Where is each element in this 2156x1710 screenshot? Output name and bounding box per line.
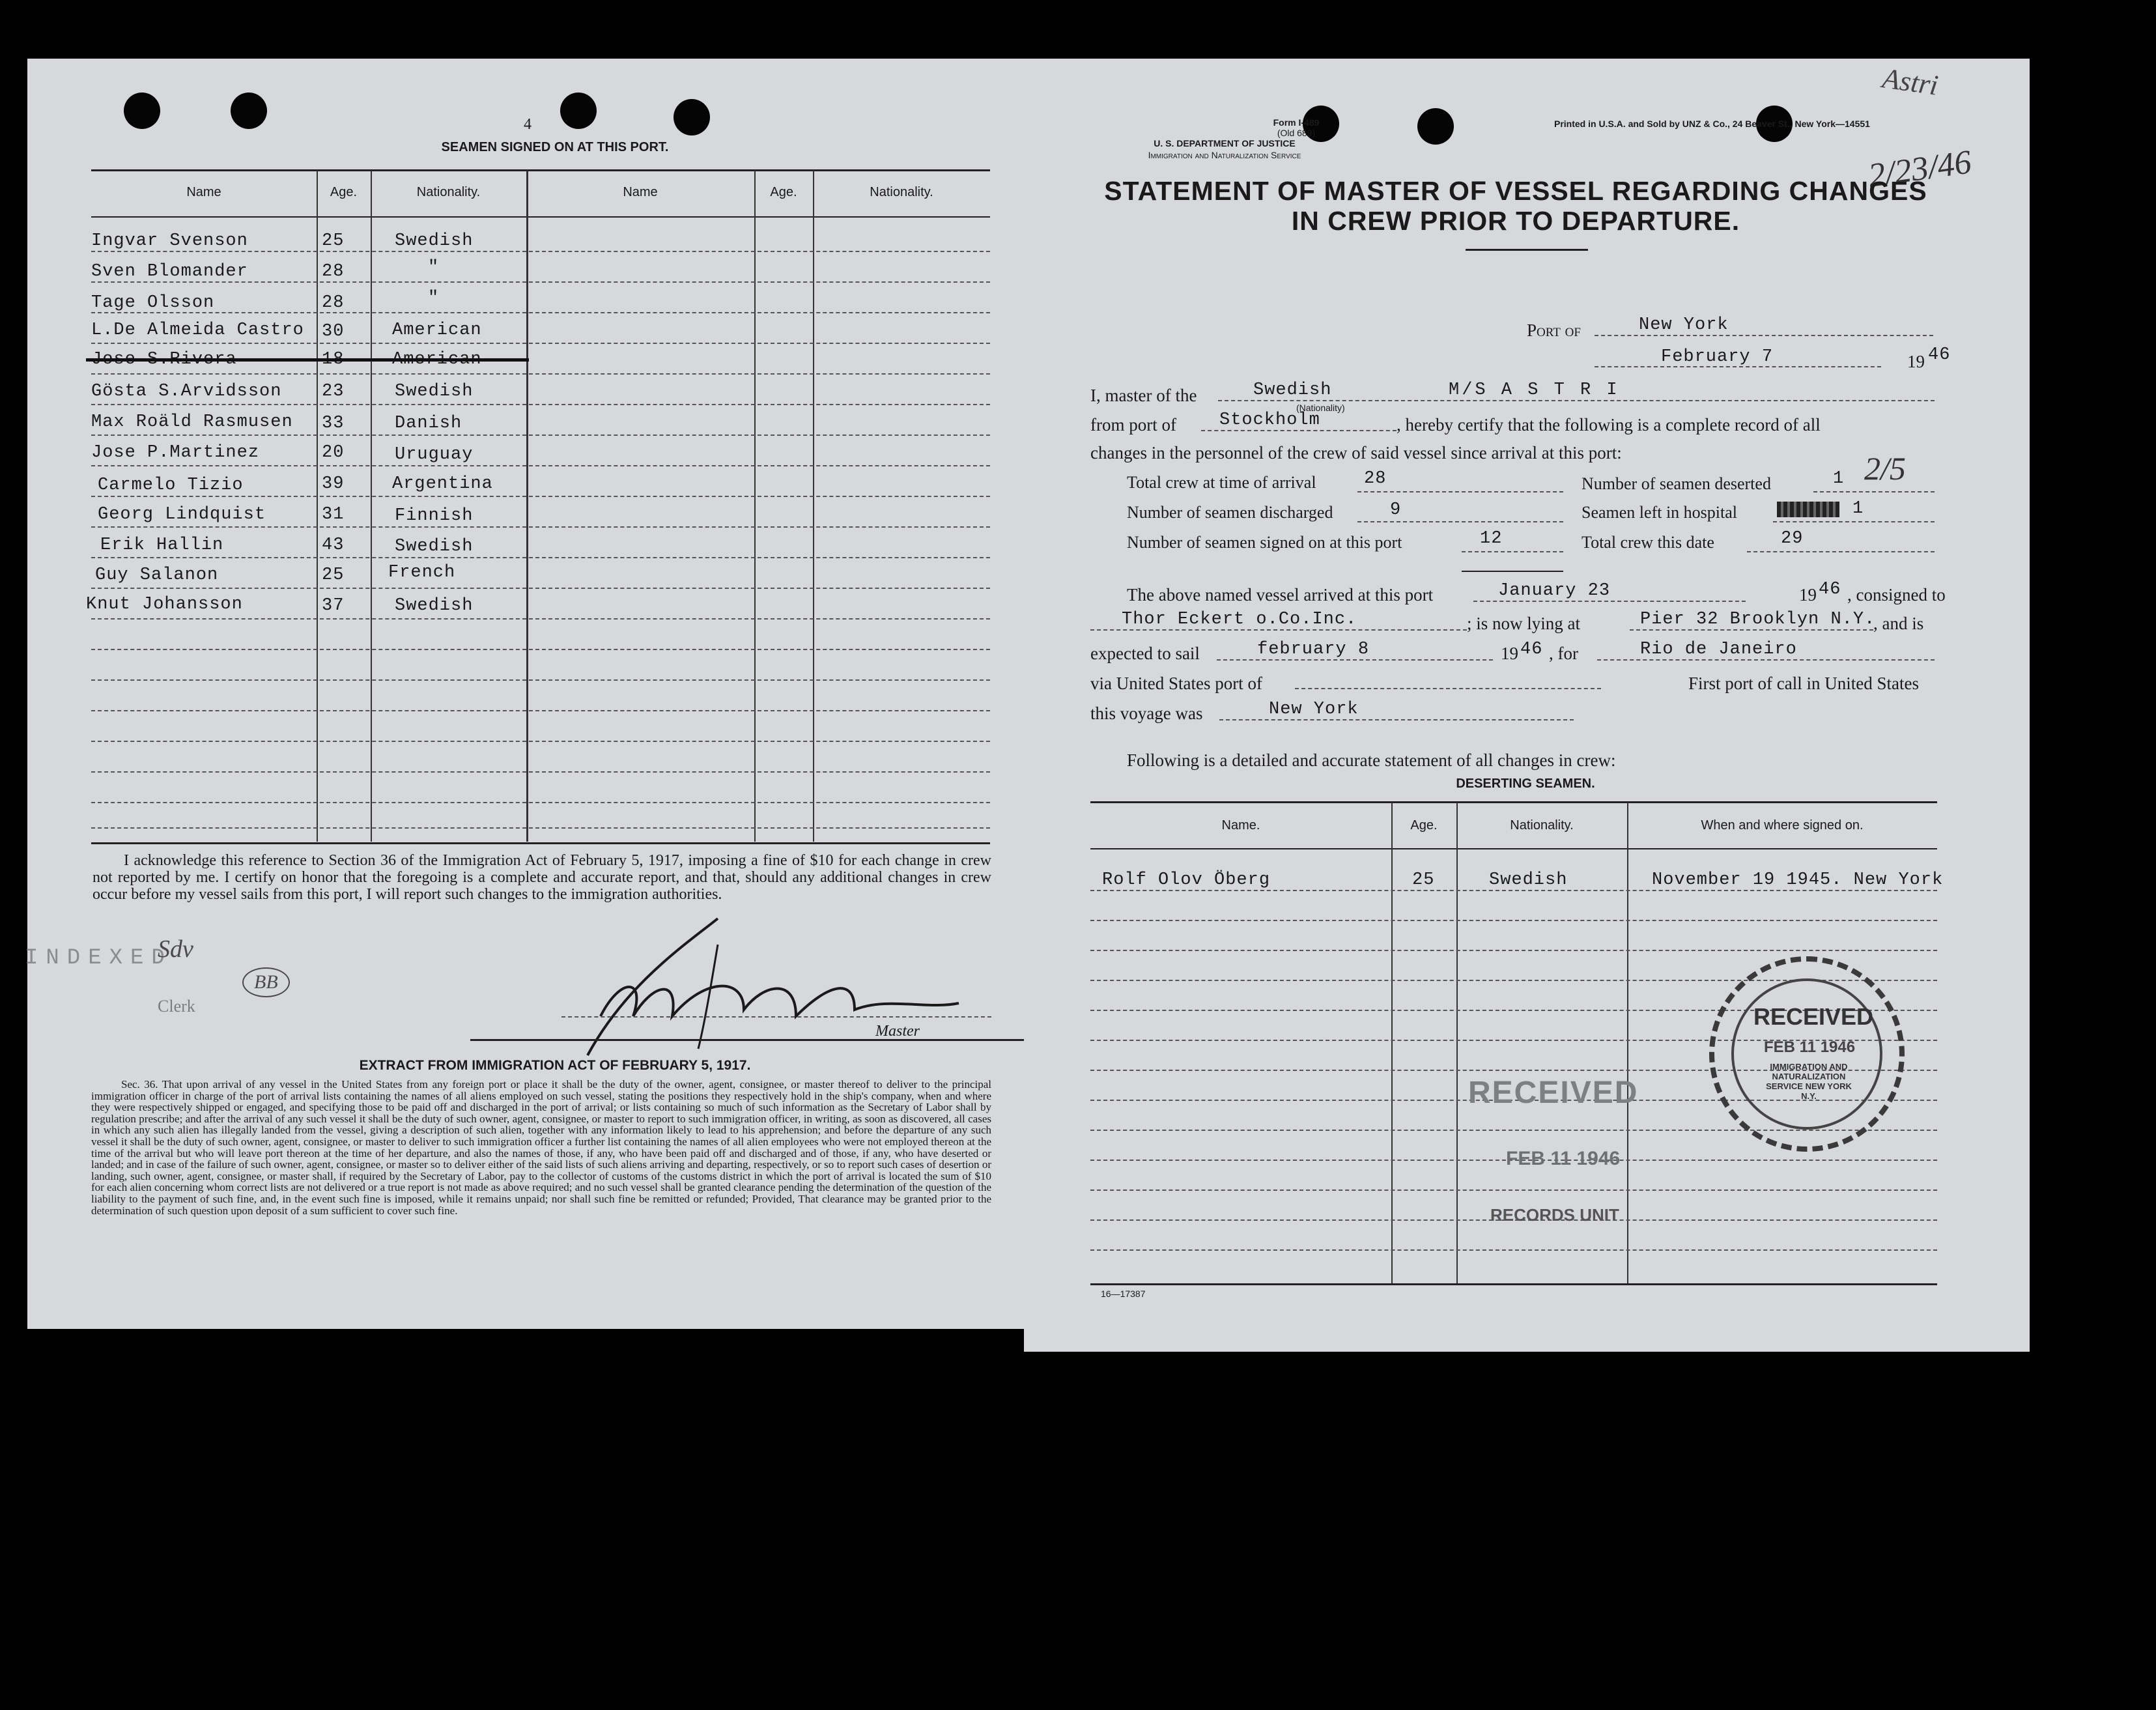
struck-out-text: [1777, 502, 1839, 517]
deserted-label: Number of seamen deserted: [1582, 474, 1771, 493]
column-header: Name: [623, 185, 658, 199]
row-guide: [91, 343, 990, 344]
following-text: Following is a detailed and accurate statement of all changes in crew:: [1127, 750, 1616, 770]
extract-title: EXTRACT FROM IMMIGRATION ACT OF FEBRUARY 5, 1917.: [359, 1058, 751, 1073]
total-date-value: 29: [1781, 529, 1804, 549]
column-divider: [1391, 803, 1393, 1283]
row-guide: [91, 557, 990, 558]
handwritten-date: 2/23/46: [1865, 143, 1974, 195]
seaman-name: Carmelo Tizio: [98, 476, 244, 495]
handwritten-vessel-name: Astri: [1880, 62, 1940, 102]
field-line: [1217, 659, 1493, 661]
table-rule: [91, 169, 990, 171]
seaman-nationality: ": [428, 258, 440, 278]
field-line: [1595, 335, 1933, 336]
year-value: 46: [1928, 345, 1951, 365]
seaman-nationality: Swedish: [395, 537, 474, 556]
page-number: 4: [524, 116, 532, 133]
port-label: Port of: [1527, 321, 1581, 340]
section-title: SEAMEN SIGNED ON AT THIS PORT.: [441, 140, 669, 154]
footer-code: 16—17387: [1101, 1289, 1146, 1299]
arrived-label: The above named vessel arrived at this port: [1127, 585, 1434, 605]
nationality-caption: (Nationality): [1296, 403, 1345, 413]
round-stamp-date: FEB 11 1946: [1764, 1038, 1856, 1056]
seaman-age: 18: [322, 350, 345, 369]
master-of-label: I, master of the: [1090, 386, 1197, 405]
row-guide: [91, 827, 990, 829]
row-guide: [91, 588, 990, 589]
seaman-age: 33: [322, 414, 345, 433]
field-line: [1773, 521, 1935, 522]
seaman-age: 28: [322, 293, 345, 313]
seaman-name: Guy Salanon: [95, 565, 219, 585]
right-page: [1024, 59, 2030, 1352]
table-rule: [1090, 848, 1937, 849]
seaman-name: Gösta S.Arvidsson: [91, 382, 282, 401]
seaman-name: L.De Almeida Castro: [91, 321, 304, 340]
row-guide: [91, 649, 990, 650]
deserter-nationality: Swedish: [1489, 870, 1568, 890]
column-header: Age.: [1410, 818, 1438, 833]
table-rule: [91, 842, 990, 844]
table-rule: [1090, 1283, 1937, 1285]
field-line: [1090, 629, 1467, 631]
discharged-label: Number of seamen discharged: [1127, 503, 1333, 522]
round-stamp-received: RECEIVED: [1753, 1003, 1874, 1030]
seaman-name: Sven Blomander: [91, 262, 248, 281]
deserting-title: DESERTING SEAMEN.: [1456, 777, 1595, 791]
seaman-nationality: ": [428, 289, 440, 308]
row-guide: [91, 802, 990, 803]
field-line: [1747, 551, 1935, 552]
arrived-year-prefix: 19: [1799, 585, 1817, 605]
form-title-line1: STATEMENT OF MASTER OF VESSEL REGARDING CHANGES: [1104, 176, 1927, 206]
deserted-value: 1: [1833, 469, 1845, 489]
seaman-name: Ingvar Svenson: [91, 231, 248, 251]
total-arrival-label: Total crew at time of arrival: [1127, 473, 1316, 492]
expected-year: 46: [1520, 640, 1543, 659]
arrived-year: 46: [1819, 580, 1841, 599]
column-header: Age.: [770, 185, 797, 199]
form-old: (Old 689): [1277, 128, 1316, 138]
title-rule: [1466, 249, 1588, 251]
column-divider: [1627, 803, 1628, 1283]
vessel-name: M/S A S T R I: [1449, 380, 1620, 400]
row-guide: [91, 771, 990, 773]
signed-on-label: Number of seamen signed on at this port: [1127, 533, 1402, 552]
seaman-name: Jose S.Rivera: [91, 350, 237, 369]
punch-hole: [674, 99, 710, 135]
seaman-age: 31: [322, 505, 345, 524]
seaman-nationality: Uruguay: [395, 445, 474, 464]
master-label: Master: [875, 1023, 920, 1040]
seaman-name: Erik Hallin: [100, 535, 224, 555]
row-guide: [91, 496, 990, 497]
expected-label: expected to sail: [1090, 644, 1200, 663]
via-label: via United States port of: [1090, 674, 1262, 693]
lying-label: ; is now lying at: [1467, 614, 1580, 633]
column-header: Age.: [330, 185, 358, 199]
seaman-age: 43: [322, 535, 345, 555]
consignee-value: Thor Eckert o.Co.Inc.: [1122, 610, 1357, 629]
nationality-value: Swedish: [1253, 380, 1332, 400]
field-line: [1462, 551, 1563, 552]
field-line: [1218, 400, 1935, 401]
year-prefix: 19: [1907, 352, 1925, 371]
row-guide: [1090, 1190, 1937, 1191]
field-line: [1295, 688, 1601, 689]
department: U. S. DEPARTMENT OF JUSTICE: [1154, 138, 1296, 149]
seaman-age: 23: [322, 382, 345, 401]
seaman-nationality: Swedish: [395, 382, 474, 401]
seaman-age: 39: [322, 474, 345, 494]
records-stamp: RECORDS UNIT: [1490, 1205, 1619, 1225]
form-number: Form I-489: [1273, 117, 1320, 128]
row-guide: [1090, 920, 1937, 921]
signature-line: [561, 1016, 991, 1018]
seaman-nationality: Argentina: [392, 474, 493, 494]
field-line: [1201, 430, 1397, 431]
signed-on-value: 12: [1480, 529, 1503, 549]
punch-hole: [231, 93, 267, 129]
row-guide: [91, 710, 990, 711]
row-guide: [1090, 1249, 1937, 1251]
field-line: [1813, 491, 1935, 492]
seaman-nationality: Danish: [395, 414, 462, 433]
row-guide: [1090, 950, 1937, 951]
row-guide: [91, 312, 990, 313]
field-line: [1219, 719, 1574, 720]
seaman-name: Max Roäld Rasmusen: [91, 412, 293, 432]
date-value: February 7: [1661, 347, 1774, 367]
received-stamp-date: FEB 11 1946: [1506, 1148, 1621, 1169]
seaman-nationality: Finnish: [395, 506, 474, 526]
certify-text: , hereby certify that the following is a complete record of all: [1397, 415, 1821, 435]
seaman-age: 37: [322, 596, 345, 616]
arrived-value: January 23: [1498, 581, 1611, 601]
deserter-name: Rolf Olov Öberg: [1102, 870, 1271, 890]
consigned-label: , consigned to: [1847, 585, 1946, 605]
changes-text: changes in the personnel of the crew of said vessel since arrival at this port:: [1090, 443, 1622, 463]
margin-initials: Sdv: [158, 935, 193, 963]
row-guide: [91, 465, 990, 466]
margin-initials-circled: BB: [242, 967, 290, 997]
service: Immigration and Naturalization Service: [1148, 150, 1301, 160]
from-port-value: Stockholm: [1219, 410, 1320, 430]
round-stamp-service: IMMIGRATION AND NATURALIZATION SERVICE NEW YORK N.Y.: [1766, 1062, 1852, 1101]
port-value: New York: [1639, 315, 1729, 335]
row-guide: [91, 741, 990, 742]
seaman-nationality: Swedish: [395, 596, 474, 616]
margin-note: 2/5: [1864, 450, 1906, 487]
row-guide: [91, 526, 990, 528]
field-line: [1357, 521, 1563, 522]
column-header: Nationality.: [416, 185, 481, 199]
hospital-label: Seamen left in hospital: [1582, 503, 1738, 522]
hospital-value: 1: [1852, 499, 1864, 519]
row-guide: [91, 435, 990, 436]
clerk-mark: Clerk: [158, 997, 195, 1016]
seaman-age: 28: [322, 262, 345, 281]
seaman-name: Jose P.Martinez: [91, 443, 260, 463]
field-line: [1357, 491, 1563, 492]
destination-value: Rio de Janeiro: [1640, 640, 1797, 659]
row-guide: [91, 618, 990, 620]
seaman-name: Knut Johansson: [86, 595, 243, 614]
seaman-age: 20: [322, 443, 345, 463]
table-rule: [91, 216, 990, 218]
form-title-line2: IN CREW PRIOR TO DEPARTURE.: [1291, 206, 1740, 236]
table-rule: [1090, 801, 1937, 803]
punch-hole: [560, 93, 597, 129]
column-header: Name: [186, 185, 221, 199]
seaman-name: Georg Lindquist: [98, 505, 266, 524]
extract-text: Sec. 36. That upon arrival of any vessel in the United States from any foreign port or place it shall be the duty of the owner, agent, consignee, or master thereof to deliver to the principal immigration officer in charge of the port of arrival lists containing the names of all aliens employed on such vessel, stating the positions they respectively hold in the ship's company, when and where they were respectively shipped or engaged, and specifying those to be paid off and discharged in the port of arrival; or lists containing so much of such information as the Secretary of Labor shall by regulation prescribe; and after the arrival of any such vessel it shall be the duty of such owner, agent, consignee, or master to report to such immigration officer, in writing, as soon as discovered, all cases in which any such alien has illegally landed from the vessel, giving a description of such alien, together with any information likely to lead to his apprehension; and before the departure of any such vessel it shall be the duty of such owner, agent, consignee, or master to deliver to such immigration officer a further list containing the names of all alien employees who were not employed thereon at the time of the arrival but who will leave port thereon at the time of her departure, and also the names of those, if any, who have been paid off and discharged and of those, if any, who have deserted or landed; and in case of the failure of such owner, agent, consignee, or master so to deliver either of the said lists of such aliens arriving and departing, respectively, or so to report such cases of desertion or landing, such owner, agent, consignee, or master shall, if required by the Secretary of Labor, pay to the collector of customs of the customs district in which the port of arrival is located the sum of $10 for each alien concerning whom correct lists are not delivered or a true report is not made as above required; and no such vessel shall be granted clearance pending the determination of the question of the liability to the payment of such fine, and, in the event such fine is imposed, while it remains unpaid; nor shall such fine be remitted or refunded; Provided, That clearance may be granted prior to the determination of such question upon deposit of a sum sufficient to cover such fine.: [91, 1078, 991, 1217]
from-port-label: from port of: [1090, 415, 1176, 435]
seaman-nationality: Swedish: [395, 231, 474, 251]
seaman-age: 30: [322, 322, 345, 341]
seaman-age: 25: [322, 565, 345, 585]
field-line: [1630, 629, 1873, 631]
first-call-label: First port of call in United States: [1688, 674, 1919, 693]
voyage-value: New York: [1269, 700, 1359, 719]
deserter-signed-on: November 19 1945. New York: [1652, 870, 1944, 890]
column-header: Name.: [1221, 818, 1260, 833]
round-received-stamp: [1709, 956, 1905, 1152]
indexed-stamp: INDEXED: [25, 946, 173, 971]
field-line: [1597, 659, 1935, 661]
seaman-nationality: French: [388, 563, 456, 582]
expected-year-prefix: 19: [1501, 644, 1518, 663]
left-page: [27, 59, 1024, 1329]
seaman-nationality: American: [392, 321, 482, 340]
field-line: [1595, 366, 1881, 367]
field-line: [1473, 601, 1746, 602]
row-guide: [91, 281, 990, 283]
expected-value: february 8: [1257, 640, 1370, 659]
seaman-nationality: American: [392, 350, 482, 369]
for-label: , for: [1549, 644, 1578, 663]
deserter-age: 25: [1412, 870, 1435, 890]
discharged-value: 9: [1390, 500, 1402, 520]
acknowledgement-text: I acknowledge this reference to Section 36 of the Immigration Act of February 5, 1917, imposing a fine of $10 for each change in crew not reported by me. I certify on honor that the foregoing is a complete and accurate report, and that, should any additional changes in crew occur before my vessel sails from this port, I will report such changes to the immigration authorities.: [92, 852, 991, 903]
lying-value: Pier 32 Brooklyn N.Y.: [1640, 610, 1876, 629]
column-header: Nationality.: [870, 185, 933, 199]
row-guide: [91, 404, 990, 405]
row-guide: [91, 373, 990, 375]
and-is-text: , and is: [1873, 614, 1924, 633]
total-rule: [1462, 571, 1563, 572]
punch-hole: [124, 93, 160, 129]
column-header: Nationality.: [1510, 818, 1574, 833]
seaman-age: 25: [322, 231, 345, 251]
extract-rule: [470, 1039, 1030, 1041]
row-guide: [1090, 890, 1937, 891]
received-stamp: RECEIVED: [1468, 1076, 1639, 1110]
row-guide: [91, 679, 990, 681]
total-date-label: Total crew this date: [1582, 533, 1714, 552]
printer-note: Printed in U.S.A. and Sold by UNZ & Co., 24 Beaver St., New York—14551: [1554, 119, 1870, 129]
column-divider: [1456, 803, 1458, 1283]
strike-through: [86, 358, 529, 362]
column-header: When and where signed on.: [1701, 818, 1864, 833]
total-arrival-value: 28: [1364, 469, 1387, 489]
seaman-name: Tage Olsson: [91, 293, 215, 313]
row-guide: [91, 251, 990, 252]
voyage-label: this voyage was: [1090, 704, 1203, 723]
